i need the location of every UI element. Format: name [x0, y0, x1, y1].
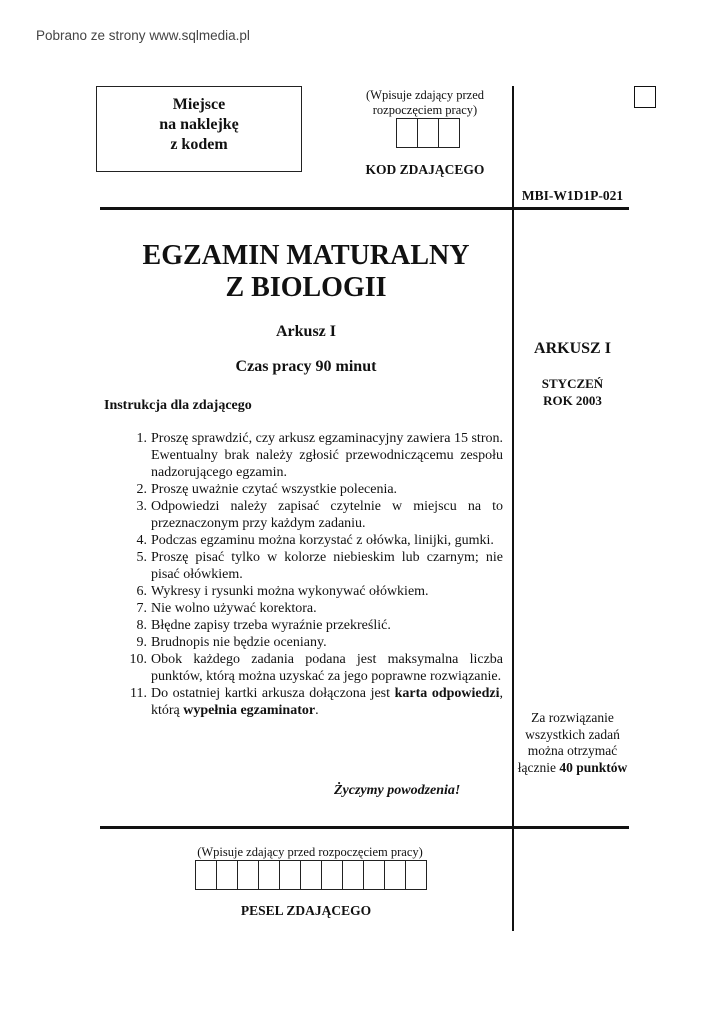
title-line: Z BIOLOGII — [225, 272, 387, 303]
instruction-item — [125, 685, 503, 719]
points-total: 40 punktów — [559, 759, 628, 775]
instruction-item — [125, 430, 503, 481]
item-number: 8. — [136, 618, 147, 633]
item-text-bold: wypełnia egzaminator — [183, 703, 316, 718]
corner-checkbox[interactable] — [634, 86, 656, 108]
side-month: STYCZEŃ — [541, 376, 604, 391]
sheet-label: Arkusz I — [275, 323, 336, 340]
pesel-box[interactable] — [195, 860, 217, 890]
pesel-boxes[interactable] — [196, 860, 427, 890]
pesel-box[interactable] — [279, 860, 301, 890]
item-text: Brudnopis nie będzie oceniany. — [151, 635, 327, 650]
points-line: wszystkich zadań — [525, 726, 620, 742]
item-text-bold: karta odpowiedzi — [394, 686, 500, 701]
item-text: Wykresy i rysunki można wykonywać ołówkiem. — [151, 584, 429, 599]
item-text: Podczas egzaminu można korzystać z ołówka, linijki, gumki. — [151, 533, 494, 548]
code-box[interactable] — [438, 118, 460, 148]
pesel-box[interactable] — [342, 860, 364, 890]
side-sheet-label: ARKUSZ I — [534, 340, 611, 357]
pesel-note: (Wpisuje zdający przed rozpoczęciem pracy) — [197, 845, 423, 859]
pesel-box[interactable] — [405, 860, 427, 890]
item-number: 1. — [136, 431, 147, 446]
code-box[interactable] — [417, 118, 439, 148]
side-date — [516, 375, 629, 409]
item-text: Błędne zapisy trzeba wyraźnie przekreślić. — [151, 618, 391, 633]
item-text-part: , którą — [151, 686, 504, 718]
sticker-line: Miejsce — [172, 96, 226, 113]
sticker-line: na naklejkę — [159, 116, 239, 133]
item-number: 6. — [136, 584, 147, 599]
vertical-divider — [512, 86, 514, 931]
sticker-line: z kodem — [170, 136, 228, 153]
item-number: 4. — [136, 533, 147, 548]
watermark: Pobrano ze strony www.sqlmedia.pl — [36, 28, 250, 43]
item-text-part: Do ostatniej kartki arkusza dołączona jest — [151, 686, 395, 701]
item-text-part: . — [315, 703, 319, 718]
instructions-list — [125, 430, 503, 719]
code-box[interactable] — [396, 118, 418, 148]
item-number: 3. — [136, 499, 147, 514]
points-line: Za rozwiązanie — [531, 710, 614, 725]
pesel-box[interactable] — [384, 860, 406, 890]
item-text: Nie wolno używać korektora. — [151, 601, 317, 616]
page-title — [100, 240, 512, 304]
item-text: Proszę pisać tylko w kolorze niebieskim lub czarnym; nie pisać ołówkiem. — [151, 550, 503, 582]
item-text: Odpowiedzi należy zapisać czytelnie w miejscu na to przeznaczonym przy każdym zadaniu. — [151, 499, 503, 531]
good-luck-message: Życzymy powodzenia! — [334, 783, 461, 798]
top-divider — [100, 207, 629, 210]
points-pre: łącznie — [517, 759, 560, 775]
item-text: Obok każdego zadania podana jest maksymalna liczba punktów, którą można uzyskać za jego poprawne rozwiązanie. — [151, 652, 503, 684]
instruction-item — [125, 634, 503, 651]
item-number: 11. — [130, 686, 147, 701]
pesel-box[interactable] — [300, 860, 322, 890]
item-number: 10. — [129, 652, 147, 667]
pesel-box[interactable] — [321, 860, 343, 890]
code-note-line: rozpoczęciem pracy) — [372, 103, 478, 117]
side-points-info — [516, 710, 629, 776]
sticker-placeholder — [96, 86, 302, 172]
code-note — [350, 88, 500, 118]
points-line — [516, 760, 629, 777]
pesel-box[interactable] — [237, 860, 259, 890]
instruction-item — [125, 532, 503, 549]
pesel-box[interactable] — [363, 860, 385, 890]
instructions-heading: Instrukcja dla zdającego — [104, 398, 252, 413]
instruction-item — [125, 651, 503, 685]
instruction-item — [125, 600, 503, 617]
instruction-item — [125, 549, 503, 583]
instruction-item — [125, 481, 503, 498]
instruction-item — [125, 498, 503, 532]
bottom-divider — [100, 826, 629, 829]
item-text — [151, 685, 503, 719]
instruction-item — [125, 617, 503, 634]
title-line: EGZAMIN MATURALNY — [142, 240, 470, 271]
time-label: Czas pracy 90 minut — [235, 358, 377, 375]
code-label: KOD ZDAJĄCEGO — [365, 162, 485, 177]
pesel-box[interactable] — [216, 860, 238, 890]
instruction-item — [125, 583, 503, 600]
code-note-line: (Wpisuje zdający przed — [366, 88, 484, 102]
item-number: 5. — [136, 550, 147, 565]
code-boxes[interactable] — [397, 118, 460, 148]
points-line: można otrzymać — [527, 743, 618, 758]
side-year: ROK 2003 — [543, 393, 602, 408]
exam-code: MBI-W1D1P-021 — [521, 188, 624, 203]
pesel-box[interactable] — [258, 860, 280, 890]
item-number: 2. — [136, 482, 147, 497]
item-text: Proszę sprawdzić, czy arkusz egzaminacyjny zawiera 15 stron. Ewentualny brak należy zgłosić przewodniczącemu zespołu nadzorującego egzamin. — [151, 431, 503, 480]
item-number: 7. — [136, 601, 147, 616]
pesel-label: PESEL ZDAJĄCEGO — [240, 903, 372, 918]
item-number: 9. — [136, 635, 147, 650]
item-text: Proszę uważnie czytać wszystkie polecenia. — [151, 482, 398, 497]
